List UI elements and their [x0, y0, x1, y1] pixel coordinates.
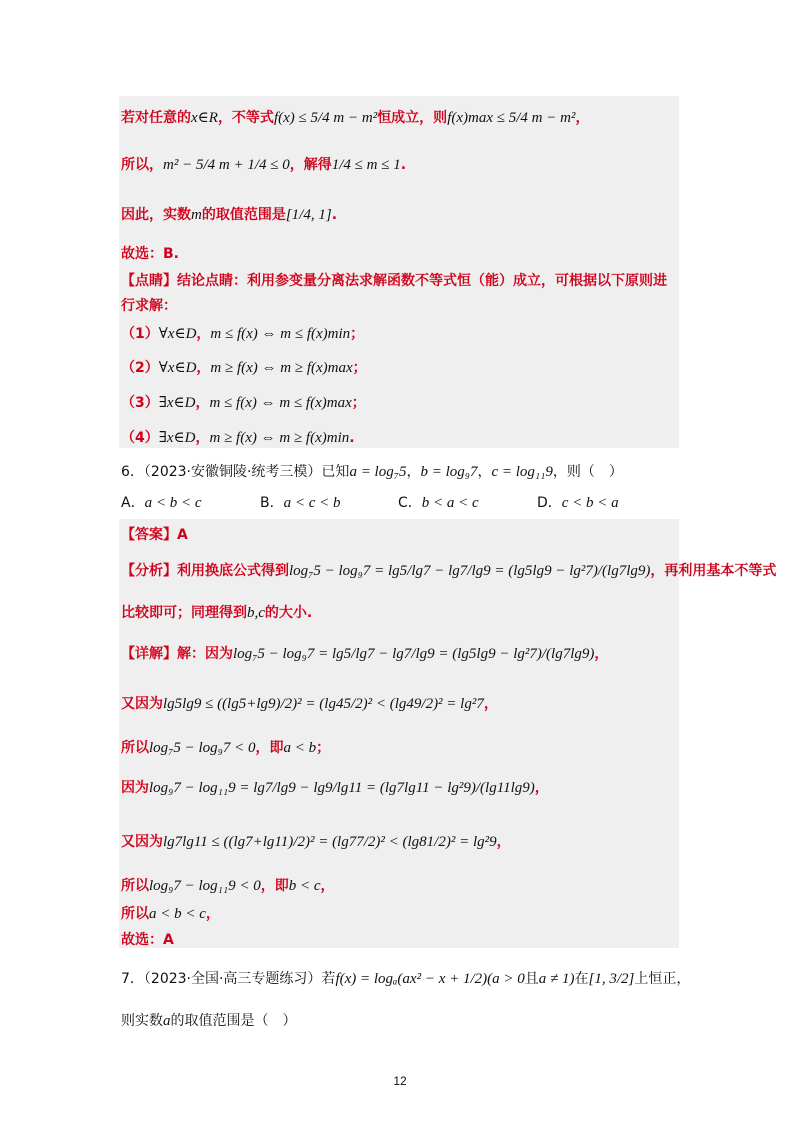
q6-step-2: 所以log₇5 − log₉7 < 0，即a < b；: [121, 740, 331, 756]
top-line-6: 行求解：: [121, 298, 177, 314]
q6-step-3: 因为log₉7 − log₁₁9 = lg7/lg9 − lg9/lg11 = (lg7lg11 − lg²9)/(lg11lg9)，: [121, 780, 549, 796]
q6-analysis-2: 比较即可；同理得到b,c的大小.: [121, 605, 313, 621]
top-line-2: 所以，m² − 5/4 m + 1/4 ≤ 0，解得1/4 ≤ m ≤ 1.: [121, 157, 407, 173]
rule-3: （3）∃x∈D，m ≤ f(x) ⇔ m ≤ f(x)max；: [121, 395, 366, 411]
q6-option-b: B．a < c < b: [260, 495, 341, 511]
page-number: 12: [393, 1074, 407, 1088]
math-inequality: f(x) ≤ 5/4 m − m²: [273, 110, 378, 126]
math-x-in-r: x∈R: [191, 110, 218, 126]
math-interval: [1/4, 1]: [285, 207, 332, 223]
top-line-3: 因此，实数m的取值范围是[1/4, 1].: [121, 207, 338, 223]
top-line-4: 故选：B.: [121, 246, 179, 262]
q6-option-d: D．c < b < a: [537, 495, 619, 511]
rule-1: （1）∀x∈D，m ≤ f(x) ⇔ m ≤ f(x)min；: [121, 326, 365, 342]
q6-option-a: A．a < b < c: [121, 495, 202, 511]
q6-step-1: 又因为lg5lg9 ≤ ((lg5+lg9)/2)² = (lg45/2)² < (lg49/2)² = lg²7，: [121, 696, 498, 712]
rule-2: （2）∀x∈D，m ≥ f(x) ⇔ m ≥ f(x)max；: [121, 360, 367, 376]
q6-stem: 6．（2023·安徽铜陵·统考三模）已知a = log₇5，b = log₉7，c = log₁₁9，则（ ）: [121, 464, 623, 480]
q6-step-5: 所以log₉7 − log₁₁9 < 0，即b < c，: [121, 878, 335, 894]
q6-final-choice: 故选：A: [121, 932, 174, 948]
q6-step-6: 所以a < b < c，: [121, 906, 220, 922]
q6-answer: 【答案】A: [121, 527, 188, 543]
q6-option-c: C．b < a < c: [398, 495, 479, 511]
top-line-1: 若对任意的x∈R，不等式f(x) ≤ 5/4 m − m²恒成立，则f(x)max ≤ 5/4 m − m²，: [121, 110, 590, 126]
q6-step-4: 又因为lg7lg11 ≤ ((lg7+lg11)/2)² = (lg77/2)² < (lg81/2)² = lg²9，: [121, 834, 511, 850]
math-quadratic: m² − 5/4 m + 1/4 ≤ 0: [163, 157, 290, 173]
q7-stem-line-2: 则实数a的取值范围是（ ）: [121, 1013, 297, 1029]
q6-detail: 【详解】解：因为log₇5 − log₉7 = lg5/lg7 − lg7/lg9 = (lg5lg9 − lg²7)/(lg7lg9)，: [121, 646, 609, 662]
math-m: m: [191, 207, 202, 223]
q7-stem: 7．（2023·全国·高三专题练习）若f(x) = logₐ(ax² − x + 1/2)(a > 0且a ≠ 1)在[1, 3/2]上恒正，: [121, 971, 691, 987]
q6-analysis: 【分析】利用换底公式得到log₇5 − log₉7 = lg5/lg7 − lg7/lg9 = (lg5lg9 − lg²7)/(lg7lg9)，再利用基本不等式: [121, 563, 777, 579]
math-inequality-max: f(x)max ≤ 5/4 m − m²: [447, 110, 576, 126]
top-line-5: 【点睛】结论点睛：利用参变量分离法求解函数不等式恒（能）成立，可根据以下原则进: [121, 273, 667, 289]
rule-4: （4）∃x∈D，m ≥ f(x) ⇔ m ≥ f(x)min.: [121, 430, 355, 446]
math-solution-range: 1/4 ≤ m ≤ 1: [331, 157, 401, 173]
